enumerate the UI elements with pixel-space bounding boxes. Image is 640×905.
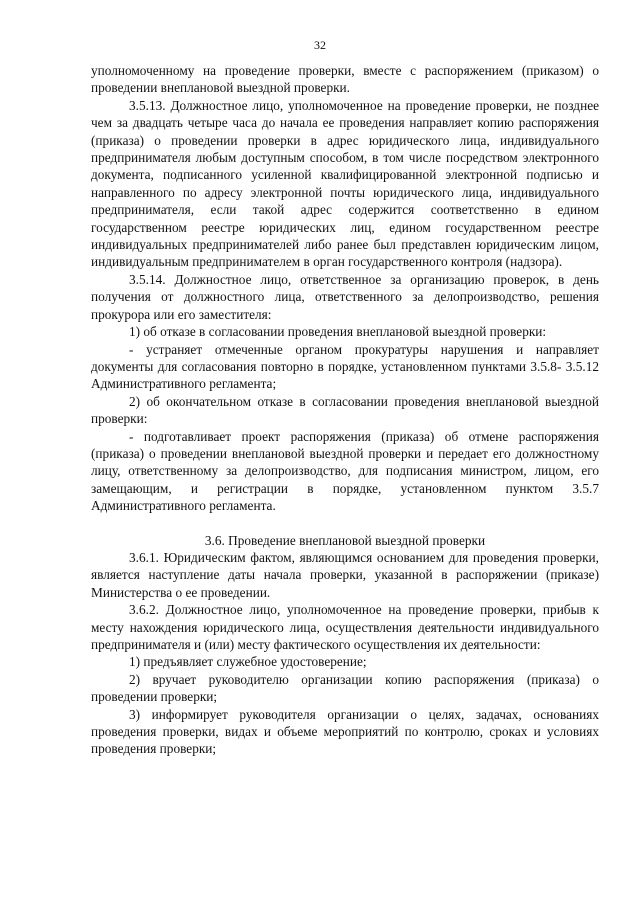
- paragraph-3-5-13: 3.5.13. Должностное лицо, уполномоченное на проведение проверки, не позднее чем за двадцать четыре часа до начала ее проведения направляет копию распоряжения (приказа) о проведении проверки в адрес юридического лица, индивидуального предпринимателя любым доступным способом, в том числе посредством электронного документа, подписанного усиленной квалифицированной электронной подписью и направленного по адресу электронной почты юридического лица, индивидуального предпринимателя, если такой адрес содержится соответственно в едином государственном реестре юридических лиц, едином государственном реестре индивидуальных предпринимателей либо ранее был представлен юридическим лицом, индивидуальным предпринимателем в орган государственного контроля (надзора).: [91, 97, 599, 270]
- document-body: [91, 62, 599, 758]
- paragraph-continuation: уполномоченному на проведение проверки, вместе с распоряжением (приказом) о проведении внеплановой выездной проверки.: [91, 63, 599, 96]
- list-item-3: 3) информирует руководителя организации о целях, задачах, основаниях проведения проверки, видах и объеме мероприятий по контролю, сроках и условиях проведения проверки;: [91, 706, 599, 757]
- list-item-1: 1) предъявляет служебное удостоверение;: [129, 654, 367, 670]
- list-item-refusal-action: - устраняет отмеченные органом прокуратуры нарушения и направляет документы для согласования повторно в порядке, установленном пунктами 3.5.8- 3.5.12 Административного регламента;: [91, 341, 599, 392]
- section-heading: 3.6. Проведение внеплановой выездной проверки: [204, 532, 486, 548]
- paragraph-3-6-1: 3.6.1. Юридическим фактом, являющимся основанием для проведения проверки, является наступление даты начала проверки, указанной в распоряжении (приказе) Министерства о ее проведении.: [91, 549, 599, 600]
- paragraph-3-6-2: 3.6.2. Должностное лицо, уполномоченное на проведение проверки, прибыв к месту нахождения юридического лица, осуществления деятельности индивидуального предпринимателя и (или) месту фактического осуществления их деятельности:: [91, 602, 599, 652]
- list-item-2: 2) вручает руководителю организации копию распоряжения (приказа) о проведении проверки;: [91, 671, 599, 705]
- list-item-final-refusal-action: - подготавливает проект распоряжения (приказа) об отмене распоряжения (приказа) о проведении внеплановой выездной проверки и передает его должностному лицу, ответственному за делопроизводство, для подписания министром, лицом, его замещающим, и регистрации в порядке, установленном пунктом 3.5.7 Административного регламента.: [91, 428, 599, 514]
- list-item-refusal: 1) об отказе в согласовании проведения внеплановой выездной проверки:: [129, 324, 547, 340]
- paragraph-3-5-14: 3.5.14. Должностное лицо, ответственное за организацию проверок, в день получения от должностного лица, ответственного за делопроизводство, решения прокурора или его заместителя:: [91, 271, 599, 322]
- page-number: 32: [314, 38, 326, 52]
- list-item-final-refusal: 2) об окончательном отказе в согласовании проведения внеплановой выездной проверки:: [91, 393, 599, 427]
